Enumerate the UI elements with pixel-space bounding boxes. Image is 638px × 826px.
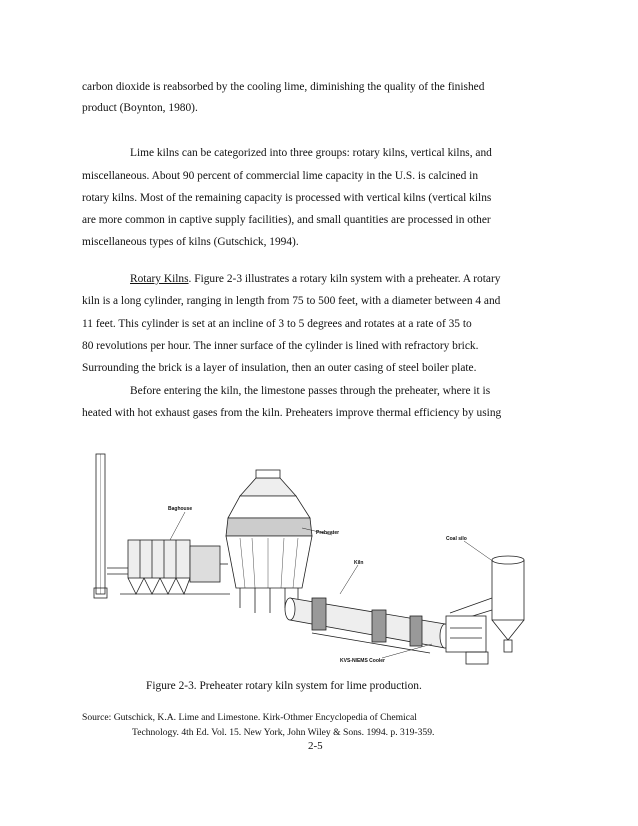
text-line: product (Boynton, 1980). [82, 102, 198, 114]
preheater-label: Preheater [316, 530, 340, 536]
page-number: 2-5 [308, 740, 323, 752]
rotary-kiln-figure [90, 448, 550, 668]
text-line: miscellaneous. About 90 percent of commercial lime capacity in the U.S. is calcined in [82, 170, 479, 182]
kiln-label: Kiln [354, 560, 364, 566]
text-line: 11 feet. This cylinder is set at an incline of 3 to 5 degrees and rotates at a rate of 35 to [82, 318, 472, 330]
cooler [446, 616, 488, 664]
source-line: Technology. 4th Ed. Vol. 15. New York, John Wiley & Sons. 1994. p. 319-359. [132, 727, 435, 738]
text-line: carbon dioxide is reabsorbed by the cooling lime, diminishing the quality of the finished [82, 81, 485, 93]
text-line: Lime kilns can be categorized into three groups: rotary kilns, vertical kilns, and [130, 147, 492, 159]
baghouse-label: Baghouse [168, 506, 193, 512]
text-line: Surrounding the brick is a layer of insulation, then an outer casing of steel boiler plate. [82, 362, 477, 374]
text-line: rotary kilns. Most of the remaining capacity is processed with vertical kilns (vertical kilns [82, 192, 492, 204]
text-line: kiln is a long cylinder, ranging in length from 75 to 500 feet, with a diameter between 4 and [82, 295, 501, 307]
text-line [130, 272, 500, 286]
text-line: are more common in captive supply facilities), and small quantities are processed in other [82, 214, 491, 226]
section-heading: Rotary Kilns [130, 273, 189, 285]
kiln [285, 598, 450, 653]
coal-silo-label: Coal silo [446, 536, 467, 542]
text-line: 80 revolutions per hour. The inner surface of the cylinder is lined with refractory brick. [82, 340, 479, 352]
source-citation [82, 710, 434, 740]
text-line: heated with hot exhaust gases from the kiln. Preheaters improve thermal efficiency by using [82, 407, 502, 419]
exhaust-stack [94, 454, 107, 598]
cooler-label: KVS-NIEMS Cooler [340, 658, 386, 664]
source-line: Source: Gutschick, K.A. Lime and Limestone. Kirk-Othmer Encyclopedia of Chemical [82, 712, 417, 723]
text-line: Before entering the kiln, the limestone passes through the preheater, where it is [130, 385, 491, 397]
text-line: miscellaneous types of kilns (Gutschick, 1994). [82, 236, 299, 248]
figure-caption: Figure 2-3. Preheater rotary kiln system for lime production. [146, 680, 422, 692]
baghouse [107, 540, 230, 594]
preheater [220, 470, 312, 613]
text-span: . Figure 2-3 illustrates a rotary kiln system with a preheater. A rotary [188, 273, 501, 285]
